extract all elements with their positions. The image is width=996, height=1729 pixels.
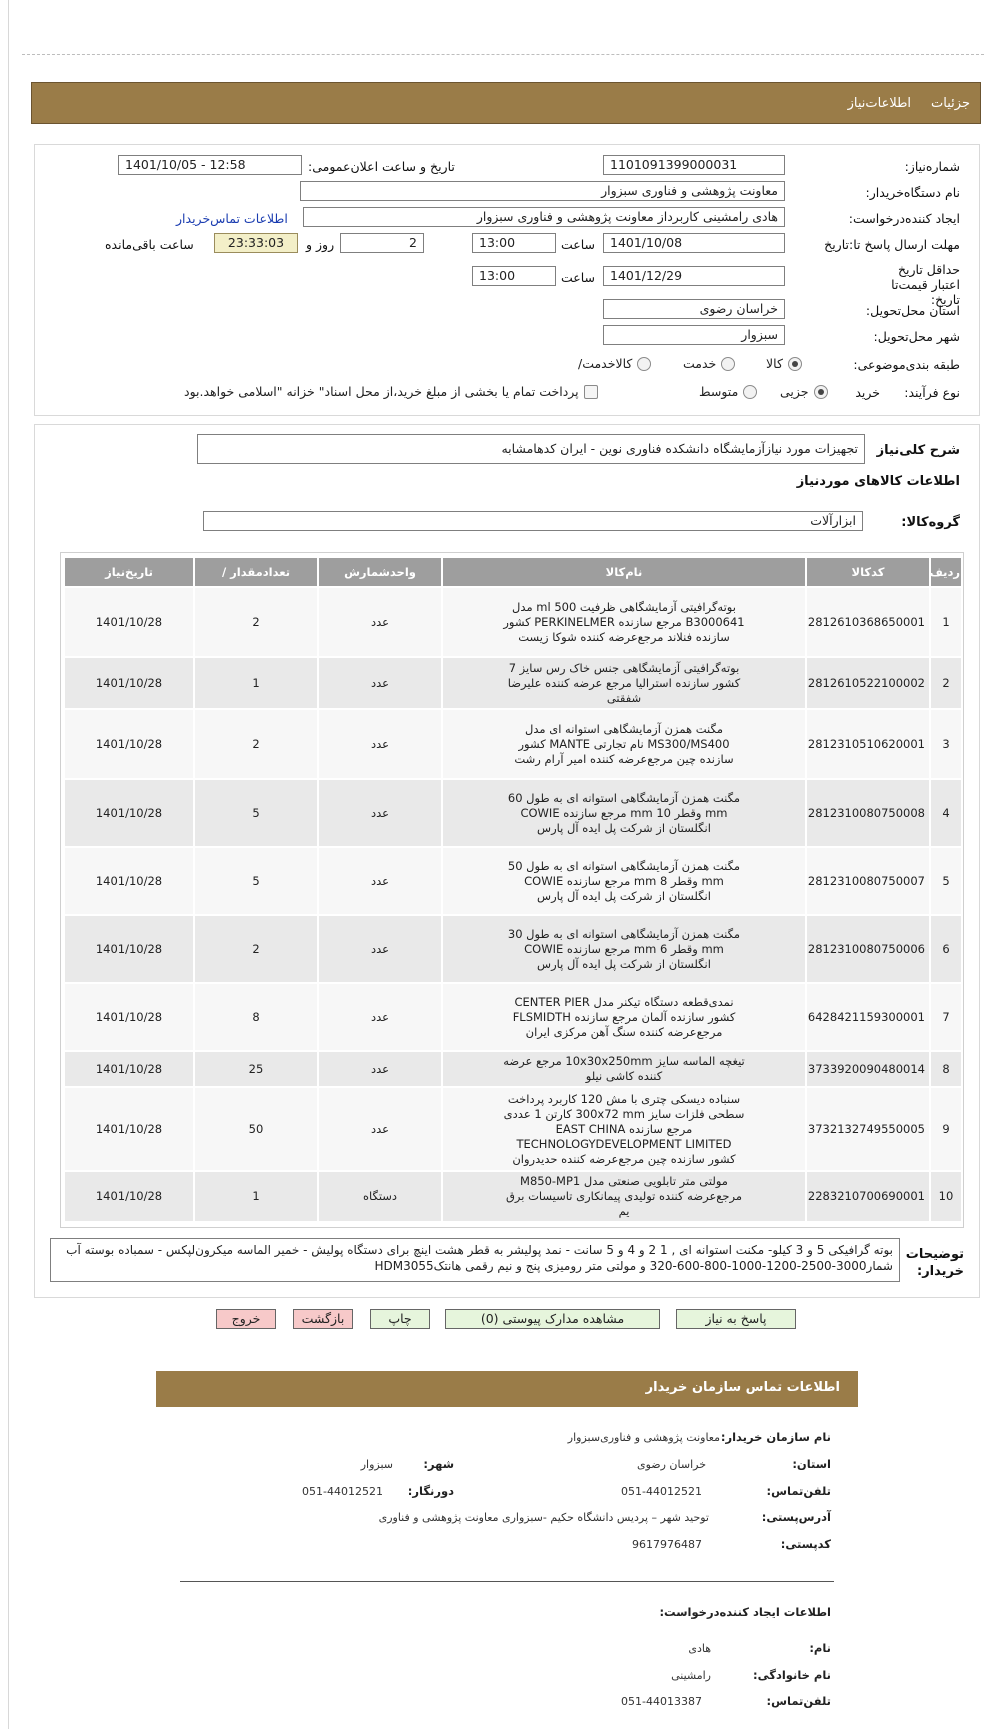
creator-label: ایجاد کننده‌درخواست: <box>848 211 960 226</box>
checkbox-icon[interactable] <box>584 385 598 399</box>
contact-separator <box>180 1581 834 1582</box>
validity-label: حداقل تاریخ اعتبار قیمت‌تا تاریخ: <box>891 262 960 307</box>
creator-field: هادی رامشینی کاربرداز معاونت پژوهشی و فناوری سبزوار <box>303 207 785 227</box>
item-name-cell: مگنت همزن آزمایشگاهی استوانه ای به طول 60 mm وقطر 10 mm مرجع سازنده COWIE انگلستان از شرکت پل ایده آل پارس <box>442 779 806 847</box>
need-date-cell: 1401/10/28 <box>64 1171 194 1222</box>
buyer-label: نام دستگاه‌خریدار: <box>865 185 960 200</box>
province-label: استان محل‌تحویل: <box>865 303 960 318</box>
validity-date-field: 1401/12/29 <box>603 266 785 286</box>
need-date-cell: 1401/10/28 <box>64 709 194 779</box>
quantity-cell: 8 <box>194 983 318 1051</box>
postal-code-label: کدپستی: <box>780 1537 831 1551</box>
category-option-service[interactable]: خدمت <box>683 356 735 371</box>
city-contact-value: سبزوار <box>360 1458 393 1471</box>
fax-value: 051-44012521 <box>302 1485 383 1498</box>
header-bar <box>31 82 981 124</box>
announce-field: 1401/10/05 - 12:58 <box>118 155 302 175</box>
attachments-button[interactable]: مشاهده مدارک پیوستی (0) <box>445 1309 660 1329</box>
table-row <box>64 1051 962 1087</box>
treasury-payment-checkbox[interactable]: پرداخت تمام یا بخشی از مبلغ خرید،از محل اسناد" خزانه "اسلامی خواهد.بود <box>184 384 598 399</box>
table-header-row <box>64 557 962 587</box>
contact-title-bar <box>156 1371 858 1407</box>
item-code-cell: 3732132749550005 <box>806 1087 930 1171</box>
col-code: کدکالا <box>806 557 930 587</box>
exit-button[interactable]: خروج <box>216 1309 276 1329</box>
requester-family-label: نام خانوادگی: <box>753 1668 831 1682</box>
row-number-cell: 5 <box>930 847 962 915</box>
item-name-cell: بوته‌گرافیتی آزمایشگاهی ظرفیت 500 ml مدل B3000641 مرجع سازنده PERKINELMER کشور سازنده فنلاند مرجع‌عرضه کننده شوکا زیست <box>442 587 806 657</box>
item-code-cell: 6428421159300001 <box>806 983 930 1051</box>
item-name-cell: مگنت همزن آزمایشگاهی استوانه ای مدل MS300/MS400 نام تجارتی MANTE کشور سازنده چین مرجع‌عرضه کننده امیر آرام رشت <box>442 709 806 779</box>
province-contact-label: استان: <box>792 1457 831 1471</box>
city-contact-label: شهر: <box>423 1457 454 1471</box>
quantity-cell: 5 <box>194 779 318 847</box>
need-number-field: 1101091399000031 <box>603 155 785 175</box>
need-date-cell: 1401/10/28 <box>64 915 194 983</box>
buyer-notes-field: بوته گرافیکی 5 و 3 کیلو- مکنت استوانه ای , 1 2 و 4 و 5 سانت - نمد پولیشر به قطر هشت اینچ برای دستگاه پولیش - خمیر الماسه میکرون‌لپکس - سمباده بوسته آب شمار3000-2500-1200-1000-800-600-320 و مولتی متر رومیزی پنج و نیم رقمی هانتکHDM3055 <box>50 1238 900 1282</box>
category-label: طبقه بندی‌موضوعی: <box>853 357 960 372</box>
row-number-cell: 10 <box>930 1171 962 1222</box>
validity-time-label: ساعت <box>561 270 596 285</box>
item-name-cell: نمدی‌قطعه دستگاه تیکنر مدل CENTER PIER کشور سازنده آلمان مرجع سازنده FLSMIDTH مرجع‌عرضه کننده سنگ آهن مرکزی ایران <box>442 983 806 1051</box>
left-border-line <box>8 0 9 1729</box>
table-row <box>64 779 962 847</box>
radio-icon[interactable] <box>637 357 651 371</box>
unit-cell: عدد <box>318 709 442 779</box>
need-date-cell: 1401/10/28 <box>64 587 194 657</box>
table-row <box>64 587 962 657</box>
item-code-cell: 2812610522100002 <box>806 657 930 709</box>
need-date-cell: 1401/10/28 <box>64 657 194 709</box>
item-name-cell: بوته‌گرافیتی آزمایشگاهی جنس خاک رس سایز 7 کشور سازنده استرالیا مرجع عرضه کننده علیرضا شفقتی <box>442 657 806 709</box>
reply-button[interactable]: پاسخ به نیاز <box>676 1309 796 1329</box>
unit-cell: عدد <box>318 657 442 709</box>
unit-cell: عدد <box>318 587 442 657</box>
buyer-contact-link[interactable]: اطلاعات تماس‌خریدار <box>176 211 288 226</box>
quantity-cell: 25 <box>194 1051 318 1087</box>
unit-cell: عدد <box>318 1087 442 1171</box>
fax-label: دورنگار: <box>407 1484 454 1498</box>
remaining-time-badge: 23:33:03 <box>214 233 298 253</box>
address-value: توحید شهر – پردیس دانشگاه حکیم -سبزواری معاونت پژوهشی و فناوری <box>378 1511 709 1524</box>
quantity-cell: 1 <box>194 657 318 709</box>
radio-selected-icon[interactable] <box>788 357 802 371</box>
row-number-cell: 4 <box>930 779 962 847</box>
row-number-cell: 1 <box>930 587 962 657</box>
col-qty: تعدادمقدار / <box>194 557 318 587</box>
col-row-no: ردیف <box>930 557 962 587</box>
unit-cell: عدد <box>318 983 442 1051</box>
row-number-cell: 7 <box>930 983 962 1051</box>
need-date-cell: 1401/10/28 <box>64 779 194 847</box>
table-row <box>64 847 962 915</box>
category-option-goods-service[interactable]: کالا‌خدمت/ <box>578 356 651 371</box>
unit-cell: عدد <box>318 847 442 915</box>
radio-icon[interactable] <box>743 385 757 399</box>
item-code-cell: 2812310080750006 <box>806 915 930 983</box>
quantity-cell: 1 <box>194 1171 318 1222</box>
table-row <box>64 983 962 1051</box>
deadline-time-label: ساعت <box>561 237 596 252</box>
tab-need-info[interactable]: اطلاعات‌نیاز <box>847 96 912 111</box>
row-number-cell: 8 <box>930 1051 962 1087</box>
item-name-cell: مگنت همزن آزمایشگاهی استوانه ای به طول 50 mm وقطر 8 mm مرجع سازنده COWIE انگلستان از شرکت پل ایده آل پارس <box>442 847 806 915</box>
need-date-cell: 1401/10/28 <box>64 1051 194 1087</box>
phone-label: تلفن‌تماس: <box>766 1484 831 1498</box>
item-code-cell: 2812310510620001 <box>806 709 930 779</box>
remaining-label: ساعت باقی‌مانده <box>105 237 194 252</box>
requester-phone-label: تلفن‌تماس: <box>766 1694 831 1708</box>
col-unit: واحدشمارش <box>318 557 442 587</box>
process-value: خرید <box>855 385 880 400</box>
quantity-cell: 2 <box>194 709 318 779</box>
deadline-date-field: 1401/10/08 <box>603 233 785 253</box>
summary-label: شرح کلی‌نیاز <box>876 443 960 458</box>
category-option-goods[interactable]: کالا <box>766 356 802 371</box>
print-button[interactable]: چاپ <box>370 1309 430 1329</box>
item-code-cell: 2812310080750007 <box>806 847 930 915</box>
buyer-field: معاونت پژوهشی و فناوری سبزوار <box>300 181 785 201</box>
radio-icon[interactable] <box>721 357 735 371</box>
address-label: آدرس‌پستی: <box>761 1510 831 1524</box>
row-number-cell: 6 <box>930 915 962 983</box>
city-field: سبزوار <box>603 325 785 345</box>
buyer-notes-label: توضیحات خریدار: <box>905 1247 964 1279</box>
days-field: 2 <box>340 233 424 253</box>
col-name: نام‌کالا <box>442 557 806 587</box>
province-contact-value: خراسان رضوی <box>636 1458 706 1471</box>
contact-title: اطلاعات تماس سازمان خریدار <box>645 1380 840 1395</box>
deadline-label: مهلت ارسال پاسخ تا:تاریخ <box>824 237 960 252</box>
validity-time-field: 13:00 <box>472 266 556 286</box>
need-date-cell: 1401/10/28 <box>64 983 194 1051</box>
org-label: نام سازمان خریدار: <box>720 1430 831 1444</box>
summary-field: تجهیزات مورد نیازآزمایشگاه دانشکده فناوری نوین - ایران کدهامشابه <box>197 434 865 464</box>
goods-group-field: ابزارآلات <box>203 511 863 531</box>
table-row <box>64 709 962 779</box>
table-row <box>64 915 962 983</box>
quantity-cell: 2 <box>194 587 318 657</box>
goods-group-label: گروه‌کالا: <box>901 515 960 530</box>
postal-code-value: 9617976487 <box>632 1538 702 1551</box>
deadline-time-field: 13:00 <box>472 233 556 253</box>
org-value: معاونت پژوهشی و فناوری‌سبزوار <box>567 1431 720 1444</box>
table-row <box>64 1087 962 1171</box>
requester-name-label: نام: <box>809 1641 831 1655</box>
province-field: خراسان رضوی <box>603 299 785 319</box>
goods-info-title: اطلاعات کالاهای موردنیاز <box>796 474 960 489</box>
item-name-cell: مگنت همزن آزمایشگاهی استوانه ای به طول 30 mm وقطر 6 mm مرجع سازنده COWIE انگلستان از شرکت پل ایده آل پارس <box>442 915 806 983</box>
back-button[interactable]: بازگشت <box>293 1309 353 1329</box>
table-row <box>64 657 962 709</box>
row-number-cell: 9 <box>930 1087 962 1171</box>
item-code-cell: 2812610368650001 <box>806 587 930 657</box>
process-option-medium[interactable]: متوسط <box>699 384 757 399</box>
need-date-cell: 1401/10/28 <box>64 1087 194 1171</box>
requester-name-value: هادی <box>688 1642 711 1655</box>
item-name-cell: سنباده دیسکی چتری با مش 120 کاربرد پرداخت سطحی فلزات سایز 300x72 mm کارتن 1 عددی مرجع سازنده EAST CHINA TECHNOLOGYDEVELOPMENT LIMITED کشور سازنده چین مرجع‌عرضه کننده حدیدروان <box>442 1087 806 1171</box>
items-table <box>63 556 963 1223</box>
row-number-cell: 2 <box>930 657 962 709</box>
col-date: تاریخ‌نیاز <box>64 557 194 587</box>
announce-label: تاریخ و ساعت اعلان‌عمومی: <box>308 159 455 174</box>
quantity-cell: 50 <box>194 1087 318 1171</box>
requester-family-value: رامشینی <box>671 1669 711 1682</box>
table-row <box>64 1171 962 1222</box>
unit-cell: عدد <box>318 1051 442 1087</box>
phone-value: 051-44012521 <box>621 1485 702 1498</box>
item-code-cell: 2812310080750008 <box>806 779 930 847</box>
city-label: شهر محل‌تحویل: <box>873 329 960 344</box>
need-date-cell: 1401/10/28 <box>64 847 194 915</box>
item-name-cell: تیغچه الماسه سایز 10x30x250mm مرجع عرضه کننده کاشی نیلو <box>442 1051 806 1087</box>
unit-cell: عدد <box>318 779 442 847</box>
row-number-cell: 3 <box>930 709 962 779</box>
quantity-cell: 2 <box>194 915 318 983</box>
item-code-cell: 3733920090480014 <box>806 1051 930 1087</box>
need-number-label: شماره‌نیاز: <box>904 159 960 174</box>
tab-details[interactable]: جزئیات <box>931 96 970 111</box>
top-dashed-divider <box>22 54 984 55</box>
requester-phone-value: 051-44013387 <box>621 1695 702 1708</box>
process-label: نوع فرآیند: <box>904 385 960 400</box>
process-option-minor[interactable]: جزیی <box>780 384 828 399</box>
item-name-cell: مولتی متر تابلویی صنعتی مدل M850-MP1 مرجع‌عرضه کننده تولیدی پیمانکاری تاسیسات برق یم <box>442 1171 806 1222</box>
unit-cell: عدد <box>318 915 442 983</box>
unit-cell: دستگاه <box>318 1171 442 1222</box>
days-label: روز و <box>306 237 335 252</box>
requester-title: اطلاعات ایجاد کننده‌درخواست: <box>659 1605 831 1619</box>
quantity-cell: 5 <box>194 847 318 915</box>
item-code-cell: 2283210700690001 <box>806 1171 930 1222</box>
radio-selected-icon[interactable] <box>814 385 828 399</box>
